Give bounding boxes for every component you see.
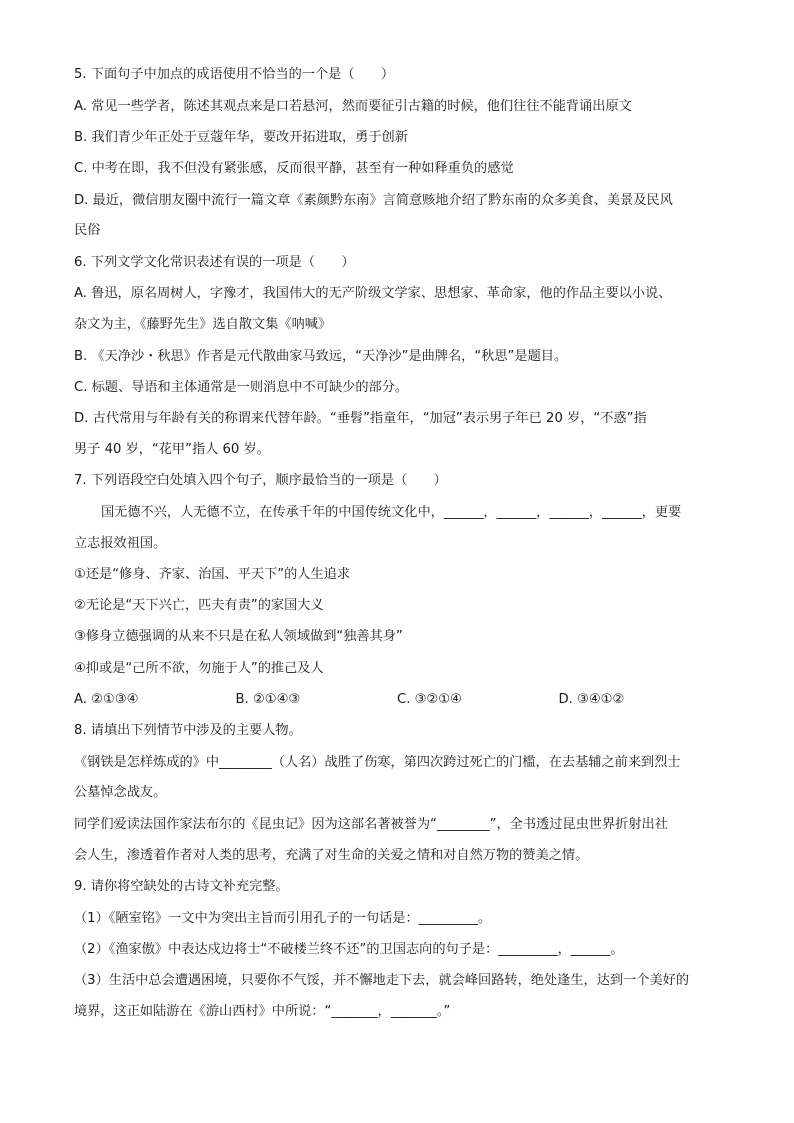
q9-item-3-line2: 境界，这正如陆游在《游山西村》中所说：“_______，_______。” [74,1004,451,1019]
q7-option-a: A. ②①③④ [74,692,139,707]
q7-passage-line1: 国无德不兴，人无德不立，在传承千年的中国传统文化中，______，______，______，______，更要 [101,505,682,520]
q9-item-2: （2）《渔家傲》中表达戍边将士“不破楼兰终不还”的卫国志向的句子是：_________，______。 [74,942,624,957]
q8-para1-line1: 《钢铁是怎样炼成的》中________（人名）战胜了伤寒，第四次跨过死亡的门槛，在去基辅之前来到烈士 [74,755,681,770]
q8-stem: 8. 请填出下列情节中涉及的主要人物。 [74,723,302,738]
q6-option-d-line2: 男子 40 岁，“花甲”指人 60 岁。 [74,442,270,457]
q6-option-d-line1: D. 古代常用与年龄有关的称谓来代替年龄。“垂髫”指童年，“加冠”表示男子年已 20 岁，“不惑”指 [74,411,647,426]
q5-option-a: A. 常见一些学者，陈述其观点来是口若悬河，然而要征引古籍的时候，他们往往不能背诵出原文 [74,99,632,114]
q7-sentence-2: ②无论是“天下兴亡，匹夫有责”的家国大义 [74,598,324,613]
q6-option-a-line1: A. 鲁迅，原名周树人，字豫才，我国伟大的无产阶级文学家、思想家、革命家，他的作品主要以小说、 [74,286,672,301]
q5-option-d-line2: 民俗 [74,223,101,238]
q7-sentence-3: ③修身立德强调的从来不只是在私人领域做到“独善其身” [74,629,403,644]
q8-para2-line2: 会人生，渗透着作者对人类的思考，充满了对生命的关爱之情和对自然万物的赞美之情。 [74,848,589,863]
q6-option-c: C. 标题、导语和主体通常是一则消息中不可缺少的部分。 [74,380,409,395]
q7-option-b: B. ②①④③ [235,692,301,707]
q8-para1-line2: 公墓悼念战友。 [74,785,167,800]
q7-stem: 7. 下列语段空白处填入四个句子，顺序最恰当的一项是（ ） [74,473,447,488]
q8-para2-line1: 同学们爱读法国作家法布尔的《昆虫记》因为这部名著被誉为“________”，全书透过昆虫世界折射出社 [74,817,668,832]
q7-sentence-1: ①还是“修身、齐家、治国、平天下”的人生追求 [74,567,351,582]
q9-stem: 9. 请你将空缺处的古诗文补充完整。 [74,879,289,894]
q7-options [74,689,720,711]
q7-sentence-4: ④抑或是“己所不欲，勿施于人”的推己及人 [74,661,324,676]
q9-item-1: （1）《陋室铭》一文中为突出主旨而引用孔子的一句话是：_________。 [74,911,492,926]
q6-option-a-line2: 杂文为主，《藤野先生》选自散文集《呐喊》 [74,317,332,332]
q5-stem: 5. 下面句子中加点的成语使用不恰当的一个是（ ） [74,67,395,82]
q5-option-c: C. 中考在即，我不但没有紧张感，反而很平静，甚至有一种如释重负的感觉 [74,161,514,176]
q6-stem: 6. 下列文学文化常识表述有误的一项是（ ） [74,255,355,270]
q6-option-b: B. 《天净沙・秋思》作者是元代散曲家马致远，“天净沙”是曲牌名，“秋思”是题目。 [74,349,568,364]
q5-option-b: B. 我们青少年正处于豆蔻年华，要改开拓进取，勇于创新 [74,130,408,145]
q7-passage-line2: 立志报效祖国。 [74,536,167,551]
q5-option-d-line1: D. 最近，微信朋友圈中流行一篇文章《素颜黔东南》言简意赅地介绍了黔东南的众多美食、美景及民风 [74,193,673,208]
q7-option-c: C. ③②①④ [397,692,462,707]
q7-option-d: D. ③④①② [558,692,625,707]
q9-item-3-line1: （3）生活中总会遭遇困境，只要你不气馁，并不懈地走下去，就会峰回路转，绝处逢生，达到一个美好的 [74,973,690,988]
